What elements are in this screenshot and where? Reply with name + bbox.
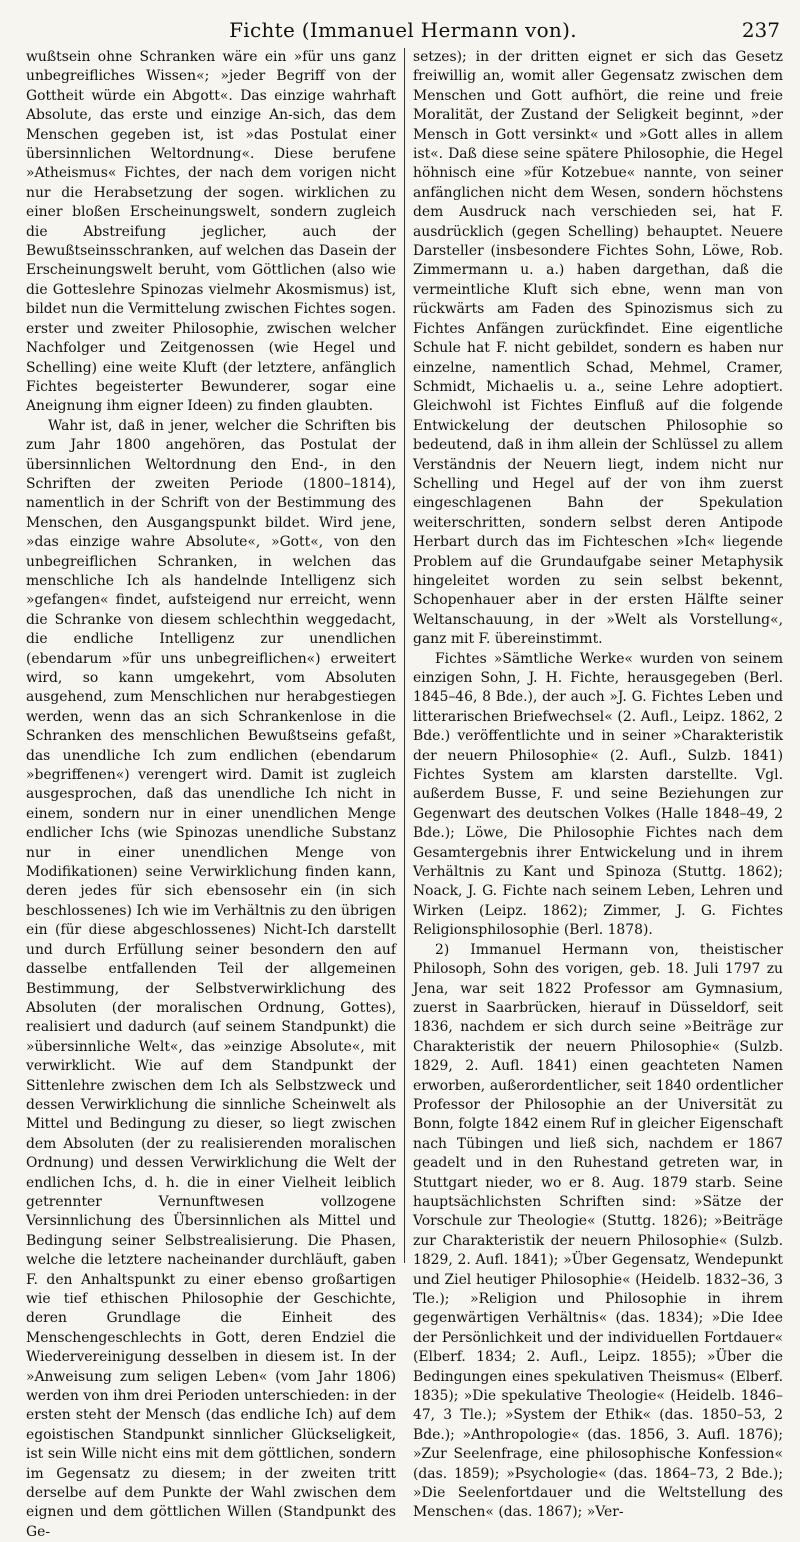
paragraph: Fichtes »Sämtliche Werke« wurden von seinem einzigen Sohn, J. H. Fichte, herausgegeben (Berl. 1845–46, 8 Bde.), der auch »J. G. Fichtes Leben und litterarischen Briefwechsel« (2. Aufl., Leipz. 1862, 2 Bde.) veröffentlichte und in seiner »Charakteristik der neuern Philosophie« (2. Aufl., Sulzb. 1841) Fichtes System am klarsten darstellte. Vgl. außerdem Busse, F. und seine Beziehungen zur Gegenwart des deutschen Volkes (Halle 1848–49, 2 Bde.); Löwe, Die Philosophie Fichtes nach dem Gesamtergebnis ihrer Entwickelung und in ihrem Verhältnis zu Kant und Spinoza (Stuttg. 1862); Noack, J. G. Fichte nach seinem Leben, Lehren und Wirken (Leipz. 1862); Zimmer, J. G. Fichtes Religionsphilosophie (Berl. 1878). <box>413 650 783 939</box>
right-column <box>413 48 783 1521</box>
running-header <box>26 8 780 48</box>
column-rule <box>404 48 405 1263</box>
paragraph: wußtsein ohne Schranken wäre ein »für uns ganz unbegreifliches Wissen«; »jeder Begriff von der Gottheit würde ein Abgott«. Das einzige wahrhaft Absolute, das erste und einzige An-sich, das dem Menschen gegeben ist, ist »das Postulat einer übersinnlichen Weltordnung«. Diese berufene »Atheismus« Fichtes, der nach dem vorigen nicht nur die Herabsetzung der sogen. wirklichen zu einer bloßen Erscheinungswelt, sondern zugleich die Abstreifung jeglicher, auch der Bewußtseinsschranken, auf welchen das Dasein der Erscheinungswelt beruht, vom Göttlichen (also wie die Gotteslehre Spinozas vielmehr Akosmismus) ist, bildet nun die Vermittelung zwischen Fichtes sogen. erster und zweiter Philosophie, zwischen welcher Nachfolger und Zeitgenossen (wie Hegel und Schelling) eine weite Kluft (der letztere, anfänglich Fichtes begeisterter Bewunderer, sogar eine Aneignung ihm eigner Ideen) zu finden glaubten. <box>26 49 396 415</box>
paragraph: Wahr ist, daß in jener, welcher die Schriften bis zum Jahr 1800 angehören, das Postulat der übersinnlichen Weltordnung den End-, in den Schriften der zweiten Periode (1800–1814), namentlich in der Schrift von der Bestimmung des Menschen, den Ausgangspunkt bildet. Wird jene, »das einzige wahre Absolute«, »Gott«, von den unbegreiflichen Schranken, in welchen das menschliche Ich als handelnde Intelligenz sich »gefangen« findet, aufsteigend nur erreicht, wenn die Schranke von diesem schlechthin weggedacht, die endliche Intelligenz zur unendlichen (ebendarum »für uns unbegreiflichen«) erweitert wird, so kann umgekehrt, vom Absoluten ausgehend, zum Menschlichen nur herabgestiegen werden, wenn das an sich Schrankenlose in die Schranken des menschlichen Bewußtseins gefaßt, das unendliche Ich zum endlichen (ebendarum »begriffenen«) verengert wird. Damit ist zugleich ausgesprochen, daß das unendliche Ich nicht in einem, sondern nur in einer unendlichen Menge endlicher Ichs (wie Spinozas unendliche Substanz nur in einer unendlichen Menge von Modifikationen) seine Verwirklichung finden kann, deren jedes für sich ebensosehr ein (in sich beschlossenes) Ich wie im Verhältnis zu den übrigen ein (für diese abgeschlossenes) Nicht-Ich darstellt und durch Erfüllung seiner besondern den auf dasselbe entfallenden Teil der allgemeinen Bestimmung, der Selbstverwirklichung des Absoluten (der moralischen Ordnung, Gottes), realisiert und dadurch (auf seinem Standpunkt) die »übersinnliche Welt«, das »einzige Absolute«, mit verwirklicht. Wie auf dem Standpunkt der Sittenlehre zwischen dem Ich als Selbstzweck und dessen Verwirklichung die sinnliche Scheinwelt als Mittel und Bedingung zu dieser, so liegt zwischen dem Absoluten (der zu realisierenden moralischen Ordnung) und dessen Verwirklichung die Welt der endlichen Ichs, d. h. die in einer Vielheit leiblich getrennter Vernunftwesen vollzogene Versinnlichung des Übersinnlichen als Mittel und Bedingung seiner Selbstrealisierung. Die Phasen, welche die letztere nacheinander durchläuft, gaben F. den Anhaltspunkt zu einer ebenso großartigen wie tief ethischen Philosophie der Geschichte, deren Grundlage die Einheit des Menschengeschlechts in Gott, deren Endziel die Wiedervereinigung desselben in diesem ist. In der »Anweisung zum seligen Leben« (vom Jahr 1806) werden von ihm drei Perioden unterschieden: in der ersten steht der Mensch (das endliche Ich) auf dem egoistischen Standpunkt sinnlicher Glückseligkeit, ist sein Wille nicht eins mit dem göttlichen, sondern im Gegensatz zu diesem; in der zweiten tritt derselbe auf dem Punkte der Wahl zwischen dem eignen und dem göttlichen Willen (Standpunkt des Ge- <box>26 417 396 1540</box>
running-title: Fichte (Immanuel Hermann von). <box>229 18 577 42</box>
text-columns <box>26 48 783 1540</box>
left-column <box>26 48 396 1540</box>
paragraph: 2) Immanuel Hermann von, theistischer Philosoph, Sohn des vorigen, geb. 18. Juli 1797 zu Jena, war seit 1822 Professor am Gymnasium, zuerst in Saarbrücken, hierauf in Düsseldorf, seit 1836, nachdem er sich durch seine »Beiträge zur Charakteristik der neuern Philosophie« (Sulzb. 1829, 2. Aufl. 1841) einen geachteten Namen erworben, außerordentlicher, seit 1840 ordentlicher Professor der Philosophie an der Universität zu Bonn, folgte 1842 einem Ruf in gleicher Eigenschaft nach Tübingen und ließ sich, nachdem er 1867 geadelt und in den Ruhestand getreten war, in Stuttgart nieder, wo er 8. Aug. 1879 starb. Seine hauptsächlichsten Schriften sind: »Sätze der Vorschule zur Theologie« (Stuttg. 1826); »Beiträge zur Charakteristik der neuern Philosophie« (Sulzb. 1829, 2. Aufl. 1841); »Über Gegensatz, Wendepunkt und Ziel heutiger Philosophie« (Heidelb. 1832–36, 3 Tle.); »Religion und Philosophie in ihrem gegenwärtigen Verhältnis« (das. 1834); »Die Idee der Persönlichkeit und der individuellen Fortdauer« (Elberf. 1834; 2. Aufl., Leipz. 1855); »Über die Bedingungen eines spekulativen Theismus« (Elberf. 1835); »Die spekulative Theologie« (Heidelb. 1846–47, 3 Tle.); »System der Ethik« (das. 1850–53, 2 Bde.); »Anthropologie« (das. 1856, 3. Aufl. 1876); »Zur Seelenfrage, eine philosophische Konfession« (das. 1859); »Psychologie« (das. 1864–73, 2 Bde.); »Die Seelenfortdauer und die Weltstellung des Menschen« (das. 1867); »Ver- <box>413 941 783 1521</box>
paragraph: setzes); in der dritten eignet er sich das Gesetz freiwillig an, womit aller Gegensatz zwischen dem Menschen und Gott aufhört, die reine und freie Moralität, der Zustand der Seligkeit beginnt, »der Mensch in Gott versinkt« und »Gott alles in allem ist«. Daß diese seine spätere Philosophie, die Hegel höhnisch eine »für Kotzebue« nannte, von seiner anfänglichen nicht dem Wesen, sondern höchstens dem Ausdruck nach verschieden sei, hat F. ausdrücklich (gegen Schelling) behauptet. Neuere Darsteller (insbesondere Fichtes Sohn, Löwe, Rob. Zimmermann u. a.) haben dargethan, daß die vermeintliche Kluft sich ebne, wenn man von rückwärts am Faden des Spinozismus sich zu Fichtes Anfängen zurückfindet. Eine eigentliche Schule hat F. nicht gebildet, sondern es haben nur einzelne, namentlich Schad, Mehmel, Cramer, Schmidt, Michaelis u. a., seine Lehre adoptiert. Gleichwohl ist Fichtes Einfluß auf die folgende Entwickelung der deutschen Philosophie so bedeutend, daß in ihm allein der Schlüssel zu allem Verständnis der Neuern liegt, indem nicht nur Schelling und Hegel auf der von ihm zuerst eingeschlagenen Bahn der Spekulation weiterschritten, sondern selbst deren Antipode Herbart durch das im Fichteschen »Ich« liegende Problem auf die Grundaufgabe seiner Metaphysik hingeleitet worden zu sein selbst bekennt, Schopenhauer aber in der ersten Hälfte seiner Weltanschauung, in der »Welt als Vorstellung«, ganz mit F. übereinstimmt. <box>413 49 783 648</box>
page-number: 237 <box>741 18 780 42</box>
